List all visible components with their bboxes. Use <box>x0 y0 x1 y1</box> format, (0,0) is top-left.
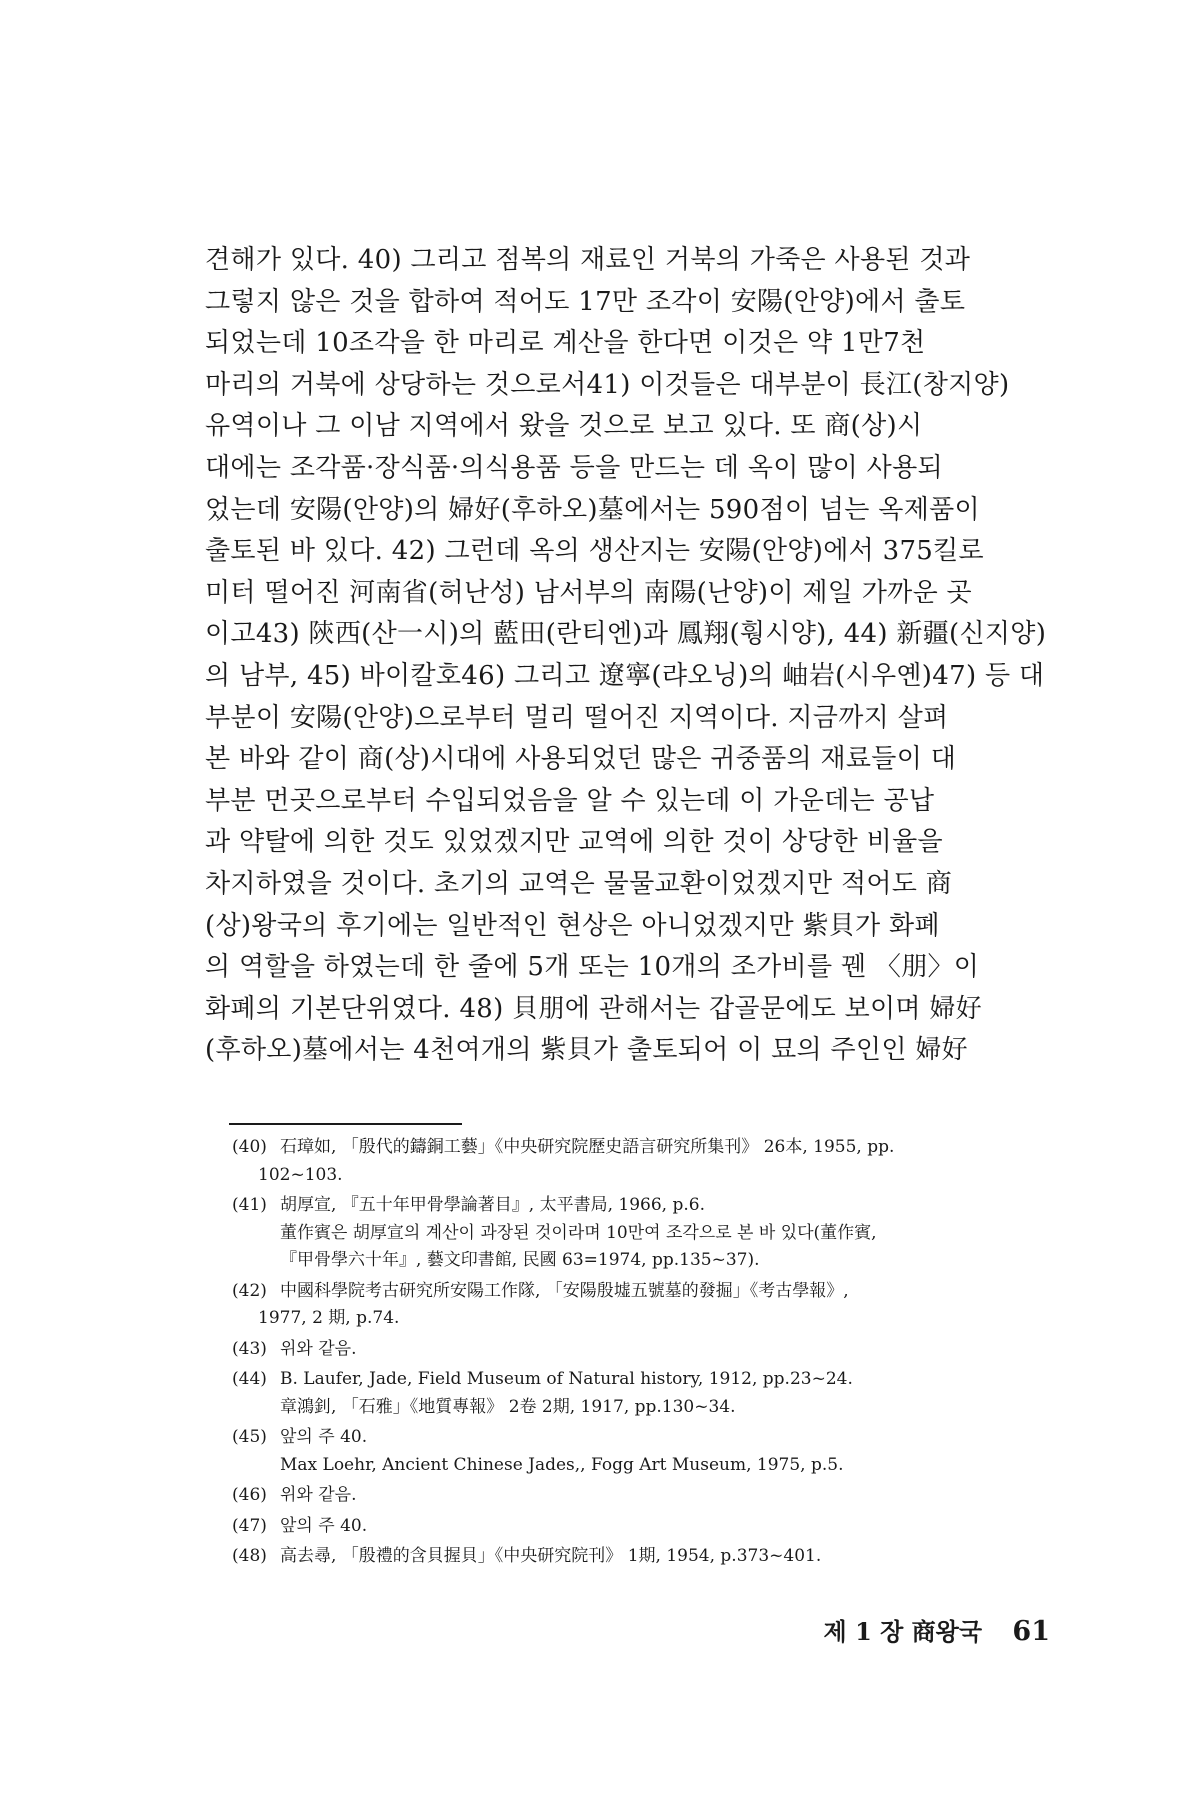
footnote-line: 『甲骨學六十年』, 藝文印書館, 民國 63=1974, pp.135~37). <box>280 1250 760 1270</box>
footnote-line: 1977, 2 期, p.74. <box>258 1308 400 1328</box>
footnote-43 <box>232 1336 1052 1364</box>
footnote-number: (48) <box>232 1546 267 1566</box>
body-line: 부분 먼곳으로부터 수입되었음을 알 수 있는데 이 가운데는 공납 <box>205 785 935 816</box>
footnote-line: 董作賓은 胡厚宣의 계산이 과장된 것이라며 10만여 조각으로 본 바 있다(董作賓, <box>280 1222 877 1243</box>
body-line: 의 역할을 하였는데 한 줄에 5개 또는 10개의 조가비를 꿴 〈朋〉이 <box>205 952 980 983</box>
footnote-line: 위와 같음. <box>280 1338 357 1359</box>
page-number: 61 <box>1012 1616 1050 1647</box>
footnote-45 <box>232 1424 1052 1479</box>
footnote-40 <box>232 1134 1052 1189</box>
body-line: 유역이나 그 이남 지역에서 왔을 것으로 보고 있다. 또 商(상)시 <box>205 411 923 442</box>
body-line: 이고43) 陝西(산一시)의 藍田(란티엔)과 鳳翔(훵시양), 44) 新疆(신지양) <box>205 619 1047 650</box>
body-line: 차지하였을 것이다. 초기의 교역은 물물교환이었겠지만 적어도 商 <box>205 868 953 899</box>
running-footer <box>824 1612 1050 1647</box>
footnote-47 <box>232 1513 1052 1541</box>
footnote-line: 胡厚宣, 『五十年甲骨學論著目』, 太平書局, 1966, p.6. <box>280 1195 705 1215</box>
footnote-number: (40) <box>232 1137 267 1157</box>
body-line: 본 바와 같이 商(상)시대에 사용되었던 많은 귀중품의 재료들이 대 <box>205 744 957 775</box>
body-line: 견해가 있다. 40) 그리고 점복의 재료인 거북의 가죽은 사용된 것과 <box>205 245 971 275</box>
footnote-line: Max Loehr, Ancient Chinese Jades,, Fogg Art Museum, 1975, p.5. <box>280 1454 844 1475</box>
body-line: (상)왕국의 후기에는 일반적인 현상은 아니었겠지만 紫貝가 화폐 <box>205 910 940 941</box>
footnote-line: 石璋如, 「殷代的鑄銅工藝」《中央研究院歷史語言研究所集刊》 26本, 1955, pp. <box>280 1137 895 1157</box>
footnote-number: (46) <box>232 1485 267 1505</box>
footnote-41 <box>232 1192 1052 1275</box>
body-line: 그렇지 않은 것을 합하여 적어도 17만 조각이 安陽(안양)에서 출토 <box>205 286 966 317</box>
body-line: 과 약탈에 의한 것도 있었겠지만 교역에 의한 것이 상당한 비율을 <box>205 827 943 858</box>
footnote-number: (44) <box>232 1369 267 1389</box>
footnote-number: (42) <box>232 1280 267 1301</box>
footnote-44 <box>232 1366 1052 1421</box>
footnote-line: 앞의 주 40. <box>280 1427 368 1447</box>
body-line: 었는데 安陽(안양)의 婦好(후하오)墓에서는 590점이 넘는 옥제품이 <box>205 494 980 525</box>
footnote-46 <box>232 1482 1052 1510</box>
footnote-48 <box>232 1543 1052 1571</box>
body-line: 출토된 바 있다. 42) 그런데 옥의 생산지는 安陽(안양)에서 375킬로 <box>205 536 984 567</box>
body-line: 마리의 거북에 상당하는 것으로서41) 이것들은 대부분이 長江(창지양) <box>205 369 1010 400</box>
footnote-line: 앞의 주 40. <box>280 1515 368 1536</box>
footnote-number: (47) <box>232 1515 267 1536</box>
footnote-line: 中國科學院考古研究所安陽工作隊, 「安陽殷墟五號墓的發掘」《考古學報》, <box>280 1280 849 1301</box>
footnote-line: 위와 같음. <box>280 1485 357 1505</box>
footnote-number: (41) <box>232 1195 267 1215</box>
footnote-number: (43) <box>232 1338 267 1359</box>
body-text <box>205 240 1050 1072</box>
footnote-line: B. Laufer, Jade, Field Museum of Natural history, 1912, pp.23~24. <box>280 1369 853 1389</box>
body-line: 부분이 安陽(안양)으로부터 멀리 떨어진 지역이다. 지금까지 살펴 <box>205 702 949 733</box>
body-line: (후하오)墓에서는 4천여개의 紫貝가 출토되어 이 묘의 주인인 婦好 <box>205 1035 968 1066</box>
footnotes <box>232 1134 1052 1574</box>
body-line: 의 남부, 45) 바이칼호46) 그리고 遼寧(랴오닝)의 岫岩(시우옌)47) 등 대 <box>205 660 1045 691</box>
body-line: 대에는 조각품·장식품·의식용품 등을 만드는 데 옥이 많이 사용되 <box>205 452 943 483</box>
footnote-number: (45) <box>232 1427 267 1447</box>
footnote-line: 102~103. <box>258 1164 343 1185</box>
footnote-divider <box>229 1123 462 1125</box>
footnote-42 <box>232 1278 1052 1333</box>
footnote-line: 章鴻釗, 「石雅」《地質專報》 2卷 2期, 1917, pp.130~34. <box>280 1396 736 1417</box>
chapter-title: 제 1 장 商왕국 <box>823 1617 983 1646</box>
footnote-line: 高去尋, 「殷禮的含貝握貝」《中央研究院刊》 1期, 1954, p.373~401. <box>280 1546 822 1566</box>
body-line: 미터 떨어진 河南省(허난성) 남서부의 南陽(난양)이 제일 가까운 곳 <box>205 577 972 608</box>
body-line: 되었는데 10조각을 한 마리로 계산을 한다면 이것은 약 1만7천 <box>205 328 926 359</box>
body-line: 화폐의 기본단위였다. 48) 貝朋에 관해서는 갑골문에도 보이며 婦好 <box>205 993 982 1024</box>
